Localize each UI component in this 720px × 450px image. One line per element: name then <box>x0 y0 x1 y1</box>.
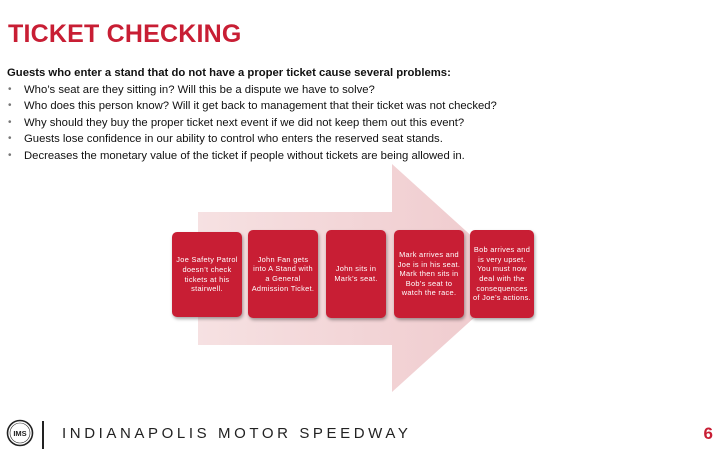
list-item-text: Why should they buy the proper ticket next event if we did not keep them out this event? <box>24 116 465 129</box>
slide-title: TICKET CHECKING <box>8 20 242 48</box>
footer-brand: INDIANAPOLIS MOTOR SPEEDWAY <box>62 425 412 442</box>
step-card <box>248 230 318 318</box>
bullet-icon: • <box>8 100 12 112</box>
logo-text: IMS <box>13 429 27 438</box>
page-number: 6 <box>703 424 713 443</box>
intro-text: Guests who enter a stand that do not have a proper ticket cause several problems: <box>7 67 451 79</box>
ims-logo-icon <box>6 419 34 447</box>
list-item-text: Who does this person know? Will it get back to management that their ticket was not checked? <box>24 100 497 113</box>
bullet-icon: • <box>8 149 12 161</box>
bullet-icon: • <box>8 116 12 128</box>
list-item-text: Decreases the monetary value of the ticket if people without tickets are being allowed in. <box>24 149 465 162</box>
step-text: Mark arrives and Joe is in his seat. Mark then sits in Bob’s seat to watch the race. <box>397 250 461 298</box>
step-card <box>172 232 242 317</box>
step-text: Joe Safety Patrol doesn’t check tickets at his stairwell. <box>176 255 238 294</box>
bullet-icon: • <box>8 133 12 145</box>
bullet-icon: • <box>8 84 12 95</box>
step-card <box>394 230 464 318</box>
list-item-text: Who’s seat are they sitting in? Will this be a dispute we have to solve? <box>24 84 375 96</box>
footer-divider <box>42 421 44 449</box>
step-text: Bob arrives and is very upset. You must now deal with the consequences of Joe’s actions. <box>473 245 531 303</box>
step-card <box>470 230 534 318</box>
list-item-text: Guests lose confidence in our ability to control who enters the reserved seat stands. <box>24 133 443 146</box>
step-text: John Fan gets into A Stand with a General Admission Ticket. <box>251 254 315 293</box>
step-text: John sits in Mark’s seat. <box>334 264 378 283</box>
step-card <box>326 230 386 318</box>
